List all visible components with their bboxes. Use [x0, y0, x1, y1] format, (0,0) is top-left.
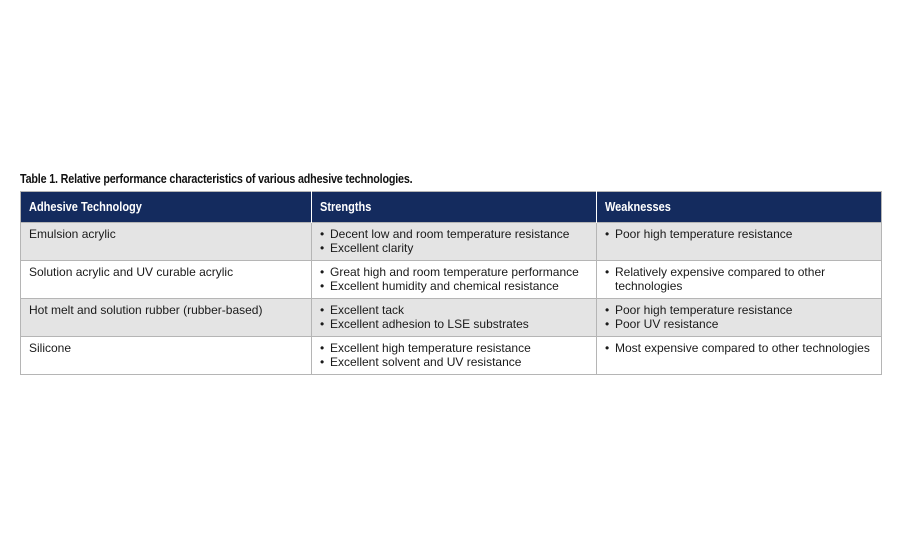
table-row: [21, 337, 882, 375]
weaknesses-list: [605, 341, 873, 355]
cell-strengths: [312, 223, 597, 261]
list-item: • Great high and room temperature performance: [320, 265, 588, 279]
weaknesses-list: [605, 265, 873, 293]
list-item: • Excellent humidity and chemical resistance: [320, 279, 588, 293]
cell-technology: Silicone: [21, 337, 312, 375]
list-item: • Most expensive compared to other technologies: [605, 341, 873, 355]
strengths-list: [320, 227, 588, 255]
cell-weaknesses: [597, 223, 882, 261]
weaknesses-list: [605, 303, 873, 331]
header-weaknesses: Weaknesses: [597, 192, 882, 223]
cell-technology: Emulsion acrylic: [21, 223, 312, 261]
header-strengths: Strengths: [312, 192, 597, 223]
list-item: • Poor high temperature resistance: [605, 227, 873, 241]
table-body: [21, 223, 882, 375]
cell-weaknesses: [597, 337, 882, 375]
table-caption: Table 1. Relative performance characteristics of various adhesive technologies.: [20, 172, 413, 186]
list-item: • Excellent adhesion to LSE substrates: [320, 317, 588, 331]
list-item: • Excellent high temperature resistance: [320, 341, 588, 355]
table-row: [21, 223, 882, 261]
list-item: • Excellent tack: [320, 303, 588, 317]
cell-technology: Hot melt and solution rubber (rubber-based): [21, 299, 312, 337]
header-technology: Adhesive Technology: [21, 192, 312, 223]
strengths-list: [320, 265, 588, 293]
table-row: [21, 299, 882, 337]
adhesive-comparison-table: [20, 191, 882, 375]
strengths-list: [320, 341, 588, 369]
list-item: • Excellent clarity: [320, 241, 588, 255]
list-item: • Relatively expensive compared to other technologies: [605, 265, 873, 293]
list-item: • Poor high temperature resistance: [605, 303, 873, 317]
weaknesses-list: [605, 227, 873, 241]
table-row: [21, 261, 882, 299]
cell-weaknesses: [597, 261, 882, 299]
cell-strengths: [312, 337, 597, 375]
header-row: [21, 192, 882, 223]
list-item: • Decent low and room temperature resistance: [320, 227, 588, 241]
table-header: [21, 192, 882, 223]
cell-strengths: [312, 299, 597, 337]
cell-technology: Solution acrylic and UV curable acrylic: [21, 261, 312, 299]
cell-strengths: [312, 261, 597, 299]
cell-weaknesses: [597, 299, 882, 337]
strengths-list: [320, 303, 588, 331]
list-item: • Poor UV resistance: [605, 317, 873, 331]
list-item: • Excellent solvent and UV resistance: [320, 355, 588, 369]
table-container: [20, 172, 881, 375]
